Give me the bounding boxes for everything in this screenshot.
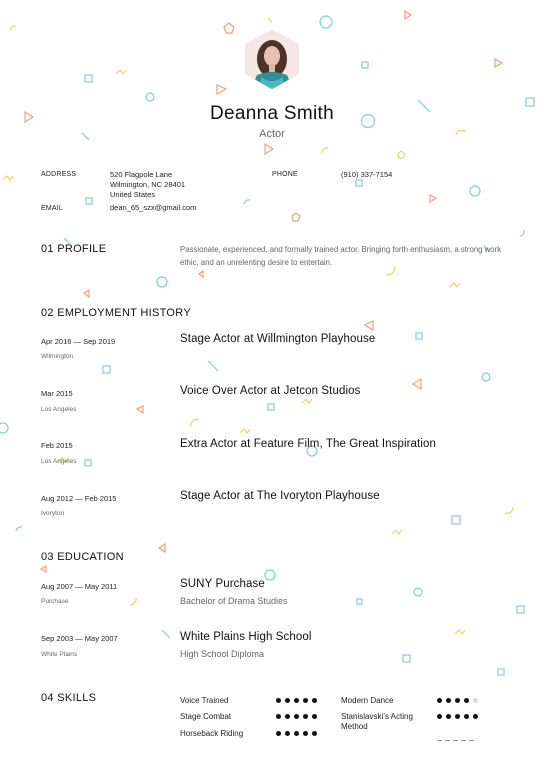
entry-date: Apr 2016 — Sep 2019 — [41, 337, 116, 346]
entry-location: Purchase — [41, 598, 69, 605]
degree: High School Diploma — [180, 649, 265, 659]
rating-dot — [303, 731, 308, 736]
rating-dot — [473, 698, 478, 703]
profile-heading: 01 PROFILE — [41, 243, 107, 255]
address-line: Wilmington, NC 28401 — [110, 180, 186, 189]
employment-heading: 02 EMPLOYMENT HISTORY — [41, 307, 191, 319]
rating-dot — [294, 714, 299, 719]
skill-rating — [437, 698, 478, 703]
skill-name: Stanislavski’s Acting Method — [341, 712, 413, 731]
rating-dot — [455, 698, 460, 703]
skill-rating — [276, 731, 317, 736]
education-heading: 03 EDUCATION — [41, 551, 124, 563]
rating-dot — [464, 714, 469, 719]
school-name: White Plains High School — [180, 631, 312, 643]
rating-dot — [294, 698, 299, 703]
email-value: dean_65_szx@gmail.com — [110, 203, 197, 212]
address-label: ADDRESS — [41, 171, 77, 178]
rating-dot — [312, 714, 317, 719]
phone-value: (910) 337-7154 — [341, 170, 393, 179]
job-title: Actor — [259, 128, 285, 140]
phone-label: PHONE — [272, 171, 298, 178]
entry-title: Stage Actor at The Ivoryton Playhouse — [180, 490, 380, 502]
address-line: 520 Flagpole Lane — [110, 170, 173, 179]
entry-title: Extra Actor at Feature Film, The Great Inspiration — [180, 438, 436, 450]
entry-date: Aug 2012 — Feb 2015 — [41, 494, 117, 503]
rating-dot — [437, 714, 442, 719]
entry-location: Los Angeles — [41, 406, 77, 413]
rating-dot — [285, 714, 290, 719]
rating-dot — [285, 698, 290, 703]
rating-dot — [303, 714, 308, 719]
rating-dot — [312, 698, 317, 703]
rating-dot — [455, 714, 460, 719]
degree: Bachelor of Drama Studies — [180, 596, 288, 606]
candidate-name: Deanna Smith — [209, 103, 334, 124]
profile-text: Passionate, experienced, and formally trained actor. Bringing forth enthusiasm, a strong work ethic, and an unrelenting desire to entertain. — [180, 245, 502, 267]
entry-location: White Plains — [41, 651, 78, 658]
skill-name: Voice Trained — [180, 696, 229, 705]
rating-dot — [294, 731, 299, 736]
entry-date: Mar 2015 — [41, 389, 73, 398]
entry-location: Wilmington — [41, 353, 74, 360]
entry-date: Sep 2003 — May 2007 — [41, 634, 118, 643]
entry-location: Los Angeles — [41, 458, 77, 465]
entry-date: Feb 2015 — [41, 441, 73, 450]
rating-dot — [464, 698, 469, 703]
skills-heading: 04 SKILLS — [41, 692, 97, 704]
entry-date: Aug 2007 — May 2011 — [41, 582, 118, 591]
rating-dot — [312, 731, 317, 736]
address-line: United States — [110, 190, 156, 199]
email-label: EMAIL — [41, 205, 64, 212]
skill-rating-placeholder — [437, 740, 474, 741]
skill-name: Stage Combat — [180, 712, 232, 721]
entry-location: Ivoryton — [41, 510, 65, 517]
rating-dot — [473, 714, 478, 719]
rating-dot — [303, 698, 308, 703]
rating-dot — [285, 731, 290, 736]
entry-title: Stage Actor at Willmington Playhouse — [180, 333, 376, 345]
profile-photo — [245, 29, 299, 89]
skill-rating — [437, 714, 478, 719]
rating-dot — [446, 698, 451, 703]
skill-rating — [276, 698, 317, 703]
rating-dot — [437, 698, 442, 703]
skill-name: Horseback Riding — [180, 729, 244, 738]
rating-dot — [276, 731, 281, 736]
rating-dot — [446, 714, 451, 719]
school-name: SUNY Purchase — [180, 578, 265, 590]
skill-rating — [276, 714, 317, 719]
rating-dot — [276, 714, 281, 719]
address-value — [110, 170, 185, 200]
rating-dot — [276, 698, 281, 703]
entry-title: Voice Over Actor at Jetcon Studios — [180, 385, 361, 397]
skill-name: Modern Dance — [341, 696, 394, 705]
